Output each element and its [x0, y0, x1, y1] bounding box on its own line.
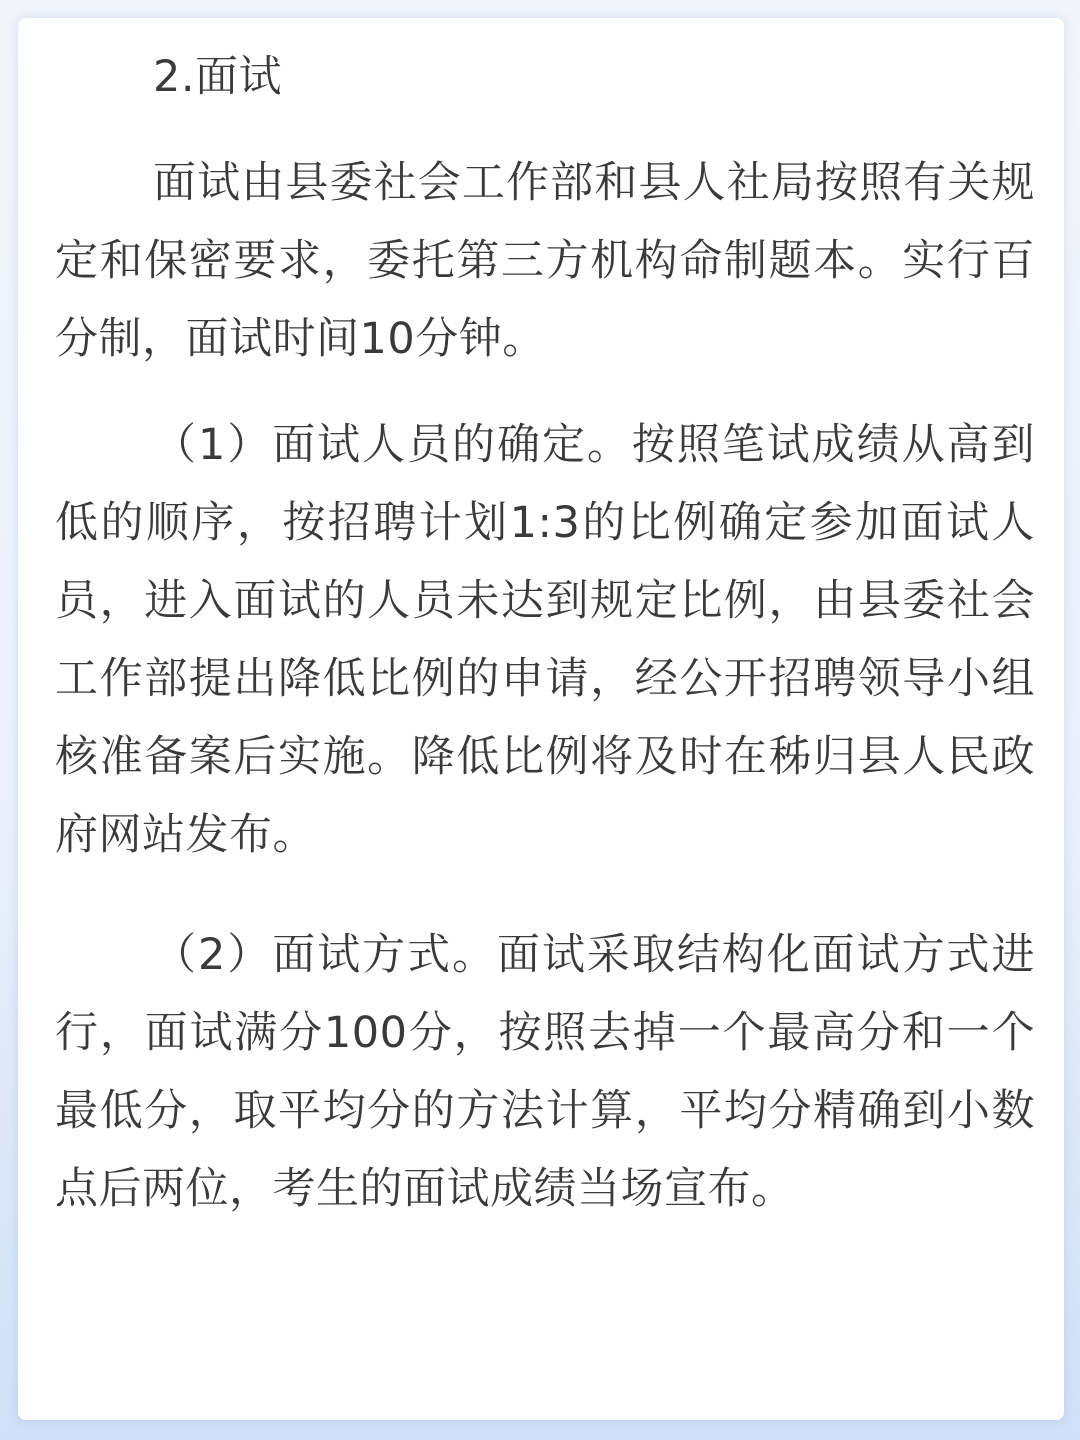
document-body [55, 38, 1035, 1228]
intro-paragraph: 面试由县委社会工作部和县人社局按照有关规定和保密要求，委托第三方机构命制题本。实行百分制，面试时间10分钟。 [55, 158, 1035, 364]
item-2-paragraph: （2）面试方式。面试采取结构化面试方式进行，面试满分100分，按照去掉一个最高分和一个最低分，取平均分的方法计算，平均分精确到小数点后两位，考生的面试成绩当场宣布。 [55, 930, 1035, 1214]
document-page [18, 18, 1064, 1420]
section-title: 2.面试 [153, 52, 283, 102]
item-1-paragraph: （1）面试人员的确定。按照笔试成绩从高到低的顺序，按招聘计划1:3的比例确定参加面试人员，进入面试的人员未达到规定比例，由县委社会工作部提出降低比例的申请，经公开招聘领导小组核准备案后实施。降低比例将及时在秭归县人民政府网站发布。 [55, 420, 1035, 860]
